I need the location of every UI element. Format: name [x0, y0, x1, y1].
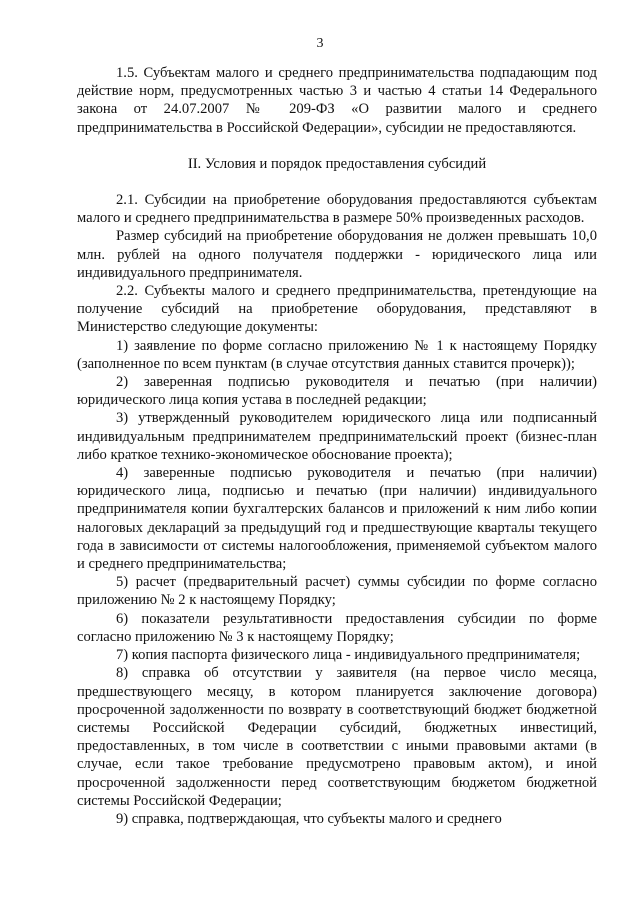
list-item-8: 8) справка об отсутствии у заявителя (на первое число месяца, предшествующего месяцу, в котором планируется заключение договора) просроченной задолженности по возврату в соответствующий бюджет бюджетной системы Российской Федерации субсидий, бюджетных инвестиций, предоставленных, в том числе в соответствии с иными правовыми актами (в случае, если такое требование предусмотрено правовым актом), и иной просроченной задолженности перед соответствующим бюджетом бюджетной системы Российской Федерации;	[77, 665, 597, 809]
list-item-7: 7) копия паспорта физического лица - индивидуального предпринимателя;	[116, 647, 581, 664]
paragraph-2-2: 2.2. Субъекты малого и среднего предпринимательства, претендующие на получение субсидий на приобретение оборудования, представляют в Министерство следующие документы:	[77, 283, 597, 336]
list-item-4: 4) заверенные подписью руководителя и печатью (при наличии) юридического лица, подписью и печатью (при наличии) индивидуального предпринимателя копии бухгалтерских балансов и приложений к ним либо копии налоговых деклараций за предыдущий год и предшествующие кварталы текущего года в зависимости от системы налогообложения, применяемой субъектом малого и среднего предпринимательства;	[77, 465, 597, 573]
list-item-3: 3) утвержденный руководителем юридического лица или подписанный индивидуальным предпринимателем предпринимательский проект (бизнес-план либо краткое технико-экономическое обоснование проекта);	[77, 410, 597, 463]
list-item-9: 9) справка, подтверждающая, что субъекты малого и среднего	[116, 810, 502, 827]
list-item-2: 2) заверенная подписью руководителя и печатью (при наличии) юридического лица копия устава в последней редакции;	[77, 374, 597, 409]
list-item-6: 6) показатели результативности предоставления субсидии по форме согласно приложению № 3 к настоящему Порядку;	[77, 610, 597, 645]
list-item-5: 5) расчет (предварительный расчет) суммы субсидии по форме согласно приложению № 2 к настоящему Порядку;	[77, 574, 597, 609]
paragraph-1-5: 1.5. Субъектам малого и среднего предпринимательства подпадающим под действие норм, предусмотренных частью 3 и частью 4 статьи 14 Федерального закона от 24.07.2007 № 209-ФЗ «О развитии малого и среднего предпринимательства в Российской Федерации», субсидии не предоставляются.	[77, 65, 597, 136]
paragraph-2-1-limit: Размер субсидий на приобретение оборудования не должен превышать 10,0 млн. рублей на одного получателя поддержки - юридического лица или индивидуального предпринимателя.	[77, 228, 597, 281]
document-body	[77, 64, 597, 828]
page-number: 3	[316, 36, 324, 51]
paragraph-2-1: 2.1. Субсидии на приобретение оборудования предоставляются субъектам малого и среднего предпринимательства в размере 50% произведенных расходов.	[77, 192, 597, 227]
list-item-1: 1) заявление по форме согласно приложению № 1 к настоящему Порядку (заполненное по всем пунктам (в случае отсутствия данных ставится прочерк));	[77, 337, 597, 372]
section-2-heading: II. Условия и порядок предоставления субсидий	[187, 155, 487, 172]
